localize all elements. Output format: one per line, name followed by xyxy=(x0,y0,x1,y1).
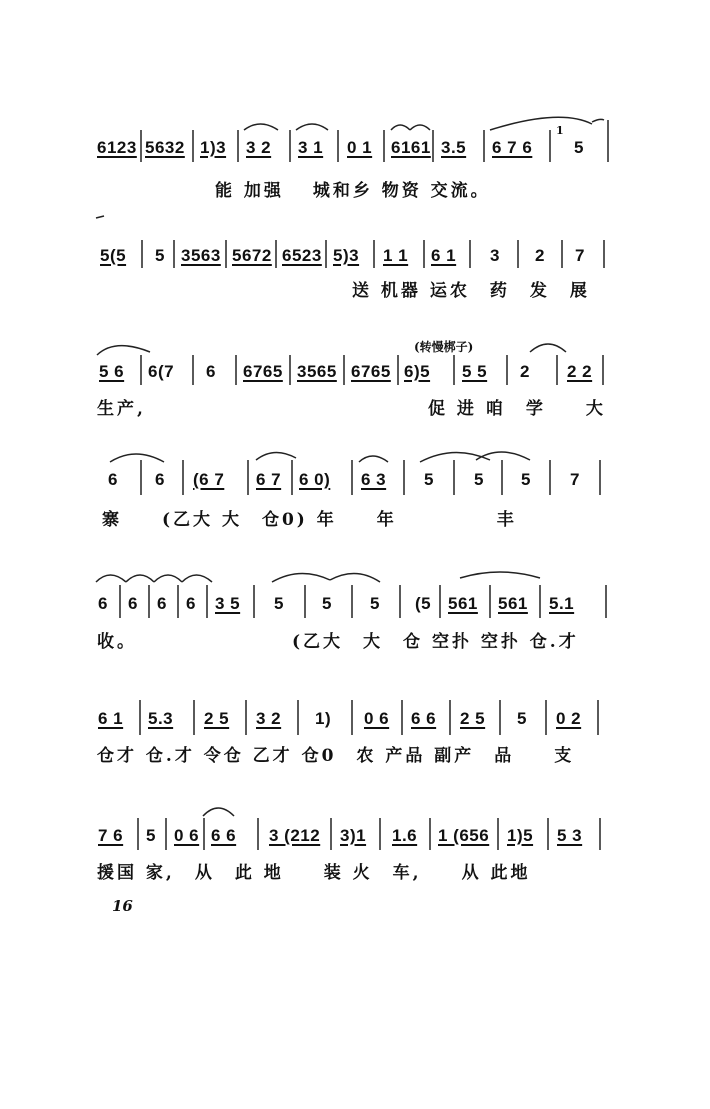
lyrics-row-6 xyxy=(0,741,710,771)
note-group: 6 7 6 xyxy=(492,138,533,157)
note-group: 2 5 xyxy=(204,709,230,728)
note-group: 3 1 xyxy=(298,138,324,157)
note-group: 5 5 xyxy=(462,362,488,381)
lyrics-row-2 xyxy=(0,276,710,306)
note-group: 5672 xyxy=(232,246,272,265)
note-group: 6 7 xyxy=(256,470,282,489)
notes-row-3 xyxy=(0,362,710,392)
notes-row-7 xyxy=(0,826,710,856)
note-group: 5 xyxy=(274,594,284,613)
note-group: 0 2 xyxy=(556,709,582,728)
lyric-line-left: 生产, xyxy=(97,399,146,419)
note-group: 0 1 xyxy=(347,138,373,157)
note-group: 1)5 xyxy=(507,826,534,845)
note-group: 5 xyxy=(517,709,527,728)
lyric-line: 能 加强 城和乡 物资 交流。 xyxy=(215,181,491,201)
note-group: 6161 xyxy=(391,138,431,157)
lyric-line-right: (乙大 大 仓 空扑 空扑 仓.才 xyxy=(292,632,579,652)
lyric-line-right: 促 进 咱 学 大 xyxy=(428,399,606,419)
note-group: 5 xyxy=(521,470,531,489)
lyric-line: 援国 家, 从 此 地 装 火 车, 从 此地 xyxy=(97,863,531,883)
note-group: (6 7 xyxy=(193,470,225,489)
note-group: 6 3 xyxy=(361,470,387,489)
note-group: (5 xyxy=(415,594,432,613)
note-group: 3)1 xyxy=(340,826,367,845)
note-group: 3 xyxy=(490,246,500,265)
notes-row-5 xyxy=(0,594,710,624)
note-group: 1.6 xyxy=(392,826,418,845)
note-group: 5 xyxy=(155,246,165,265)
note-group: 3 2 xyxy=(256,709,282,728)
note-group: 6 xyxy=(128,594,138,613)
notes-row-1 xyxy=(0,124,710,168)
note-group: 5 xyxy=(322,594,332,613)
note-group: 3 (212 xyxy=(269,826,321,845)
note-group: 561 xyxy=(448,594,478,613)
lyric-line: 寨 (乙大 大 仓0) 年 年 丰 xyxy=(102,510,517,530)
note-group: 0 6 xyxy=(364,709,390,728)
note-group: 6 1 xyxy=(431,246,457,265)
note-group: 5 6 xyxy=(99,362,125,381)
note-group: 5 xyxy=(370,594,380,613)
note-group: 5632 xyxy=(145,138,185,157)
note-group: 1) xyxy=(315,709,332,728)
note-group: 5 xyxy=(424,470,434,489)
note-group: 7 xyxy=(575,246,585,265)
note-group: 1)3 xyxy=(200,138,227,157)
note-group: 5(5 xyxy=(100,246,127,265)
note-group: 1 1 xyxy=(383,246,409,265)
note-group: 2 xyxy=(535,246,545,265)
note-group: 6 xyxy=(157,594,167,613)
note-group: 6(7 xyxy=(148,362,175,381)
lyrics-row-4 xyxy=(0,505,710,535)
note-group: 5 xyxy=(146,826,156,845)
lyric-line-left: 收。 xyxy=(97,632,137,652)
note-group: 6765 xyxy=(243,362,283,381)
note-group: 6 6 xyxy=(211,826,237,845)
note-group: 5.3 xyxy=(148,709,174,728)
note-group: 3 2 xyxy=(246,138,272,157)
note-group: 1 (656 xyxy=(438,826,490,845)
note-group: 3 5 xyxy=(215,594,241,613)
notes-row-2 xyxy=(0,246,710,276)
note-group: 2 xyxy=(520,362,530,381)
notes-row-4 xyxy=(0,470,710,500)
lyric-line: 送 机器 运农 药 发 展 xyxy=(352,281,590,301)
note-group: 6 6 xyxy=(411,709,437,728)
note-group: 5 xyxy=(474,470,484,489)
note-group: 6 1 xyxy=(98,709,124,728)
note-group: 5 3 xyxy=(557,826,583,845)
lyrics-row-7 xyxy=(0,858,710,888)
page-number: 16 xyxy=(112,897,133,915)
note-group: 6)5 xyxy=(404,362,431,381)
lyric-line: 仓才 仓.才 令仓 乙才 仓0 农 产品 副产 品 支 xyxy=(97,746,575,766)
lyrics-row-1 xyxy=(0,176,710,206)
note-group: 6 xyxy=(186,594,196,613)
note-group: 2 2 xyxy=(567,362,593,381)
note-group: 3563 xyxy=(181,246,221,265)
note-group: 3.5 xyxy=(441,138,467,157)
note-group: 6123 xyxy=(97,138,137,157)
notes-row-6 xyxy=(0,709,710,739)
lyrics-row-5 xyxy=(0,627,710,657)
note-group: 6 xyxy=(155,470,165,489)
note-group: 5 xyxy=(574,138,584,157)
note-group: 2 5 xyxy=(460,709,486,728)
note-group: 3565 xyxy=(297,362,337,381)
note-group: 6 xyxy=(206,362,216,381)
grace-note: 1 xyxy=(556,124,564,137)
note-group: 5)3 xyxy=(333,246,360,265)
note-group: 6765 xyxy=(351,362,391,381)
note-group: 0 6 xyxy=(174,826,200,845)
note-group: 7 xyxy=(570,470,580,489)
note-group: 5.1 xyxy=(549,594,575,613)
tempo-annotation: (转慢梆子) xyxy=(414,340,474,354)
note-group: 6 xyxy=(108,470,118,489)
note-group: 561 xyxy=(498,594,528,613)
note-group: 6523 xyxy=(282,246,322,265)
lyrics-row-3 xyxy=(0,394,710,424)
note-group: 7 6 xyxy=(98,826,124,845)
note-group: 6 xyxy=(98,594,108,613)
note-group: 6 0) xyxy=(299,470,331,489)
